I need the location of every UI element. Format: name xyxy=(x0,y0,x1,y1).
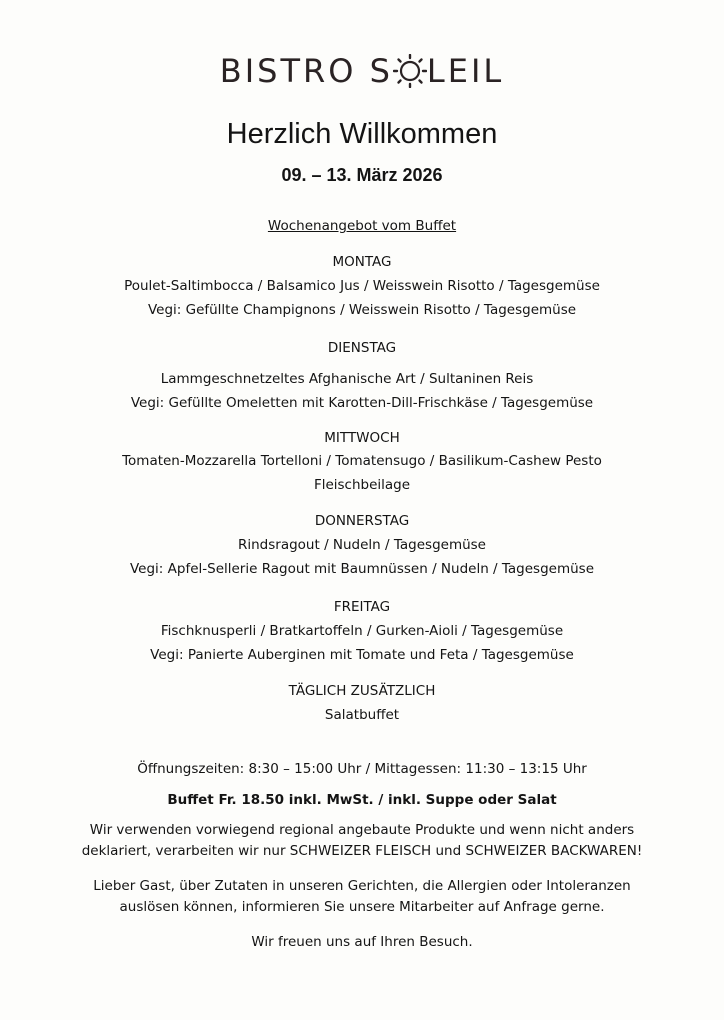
day-item: Vegi: Gefüllte Omeletten mit Karotten-Dill-Frischkäse / Tagesgemüse xyxy=(130,395,594,411)
closing-line: Wir freuen uns auf Ihren Besuch. xyxy=(251,934,473,950)
allergy-note-line: auslösen können, informieren Sie unsere Mitarbeiter auf Anfrage gerne. xyxy=(119,899,605,915)
day-name: MONTAG xyxy=(332,254,392,270)
date-range: 09. – 13. März 2026 xyxy=(281,165,443,185)
menu-section xyxy=(0,213,724,727)
day-name: MITTWOCH xyxy=(324,430,400,446)
day-item: Lammgeschnetzeltes Afghanische Art / Sultaninen Reis xyxy=(160,371,534,387)
day-item: Fischknusperli / Bratkartoffeln / Gurken-Aioli / Tagesgemüse xyxy=(160,623,564,639)
footer-section xyxy=(0,756,724,953)
day-item: Rindsragout / Nudeln / Tagesgemüse xyxy=(237,537,486,553)
buffet-price: Buffet Fr. 18.50 inkl. MwSt. / inkl. Suppe oder Salat xyxy=(167,792,557,808)
menu-heading: Wochenangebot vom Buffet xyxy=(267,218,457,234)
day-item: Vegi: Panierte Auberginen mit Tomate und Feta / Tagesgemüse xyxy=(150,647,574,663)
day-name: DONNERSTAG xyxy=(314,513,410,529)
day-name: FREITAG xyxy=(333,599,391,615)
day-item: Tomaten-Mozzarella Tortelloni / Tomatensugo / Basilikum-Cashew Pesto xyxy=(122,453,602,469)
sun-icon xyxy=(393,54,427,88)
day-name: TÄGLICH ZUSÄTZLICH xyxy=(288,683,436,699)
day-item: Vegi: Gefüllte Champignons / Weisswein Risotto / Tagesgemüse xyxy=(147,302,577,318)
allergy-note-line: Lieber Gast, über Zutaten in unseren Gerichten, die Allergien oder Intoleranzen xyxy=(93,878,631,894)
bistro-logo xyxy=(0,52,724,102)
regional-note-line: Wir verwenden vorwiegend regional angebaute Produkte und wenn nicht anders xyxy=(89,822,635,838)
day-item: Vegi: Apfel-Sellerie Ragout mit Baumnüssen / Nudeln / Tagesgemüse xyxy=(129,561,595,577)
day-item: Poulet-Saltimbocca / Balsamico Jus / Weisswein Risotto / Tagesgemüse xyxy=(124,278,600,294)
logo-text-left: BISTRO S xyxy=(219,52,393,90)
day-item: Salatbuffet xyxy=(324,707,400,723)
opening-hours: Öffnungszeiten: 8:30 – 15:00 Uhr / Mittagessen: 11:30 – 13:15 Uhr xyxy=(137,761,587,777)
logo-text-right: LEIL xyxy=(426,52,505,90)
day-name: DIENSTAG xyxy=(327,340,397,356)
day-item: Fleischbeilage xyxy=(313,477,411,493)
regional-note-line: deklariert, verarbeiten wir nur SCHWEIZER FLEISCH und SCHWEIZER BACKWAREN! xyxy=(81,843,643,859)
page-title: Herzlich Willkommen xyxy=(226,118,498,150)
